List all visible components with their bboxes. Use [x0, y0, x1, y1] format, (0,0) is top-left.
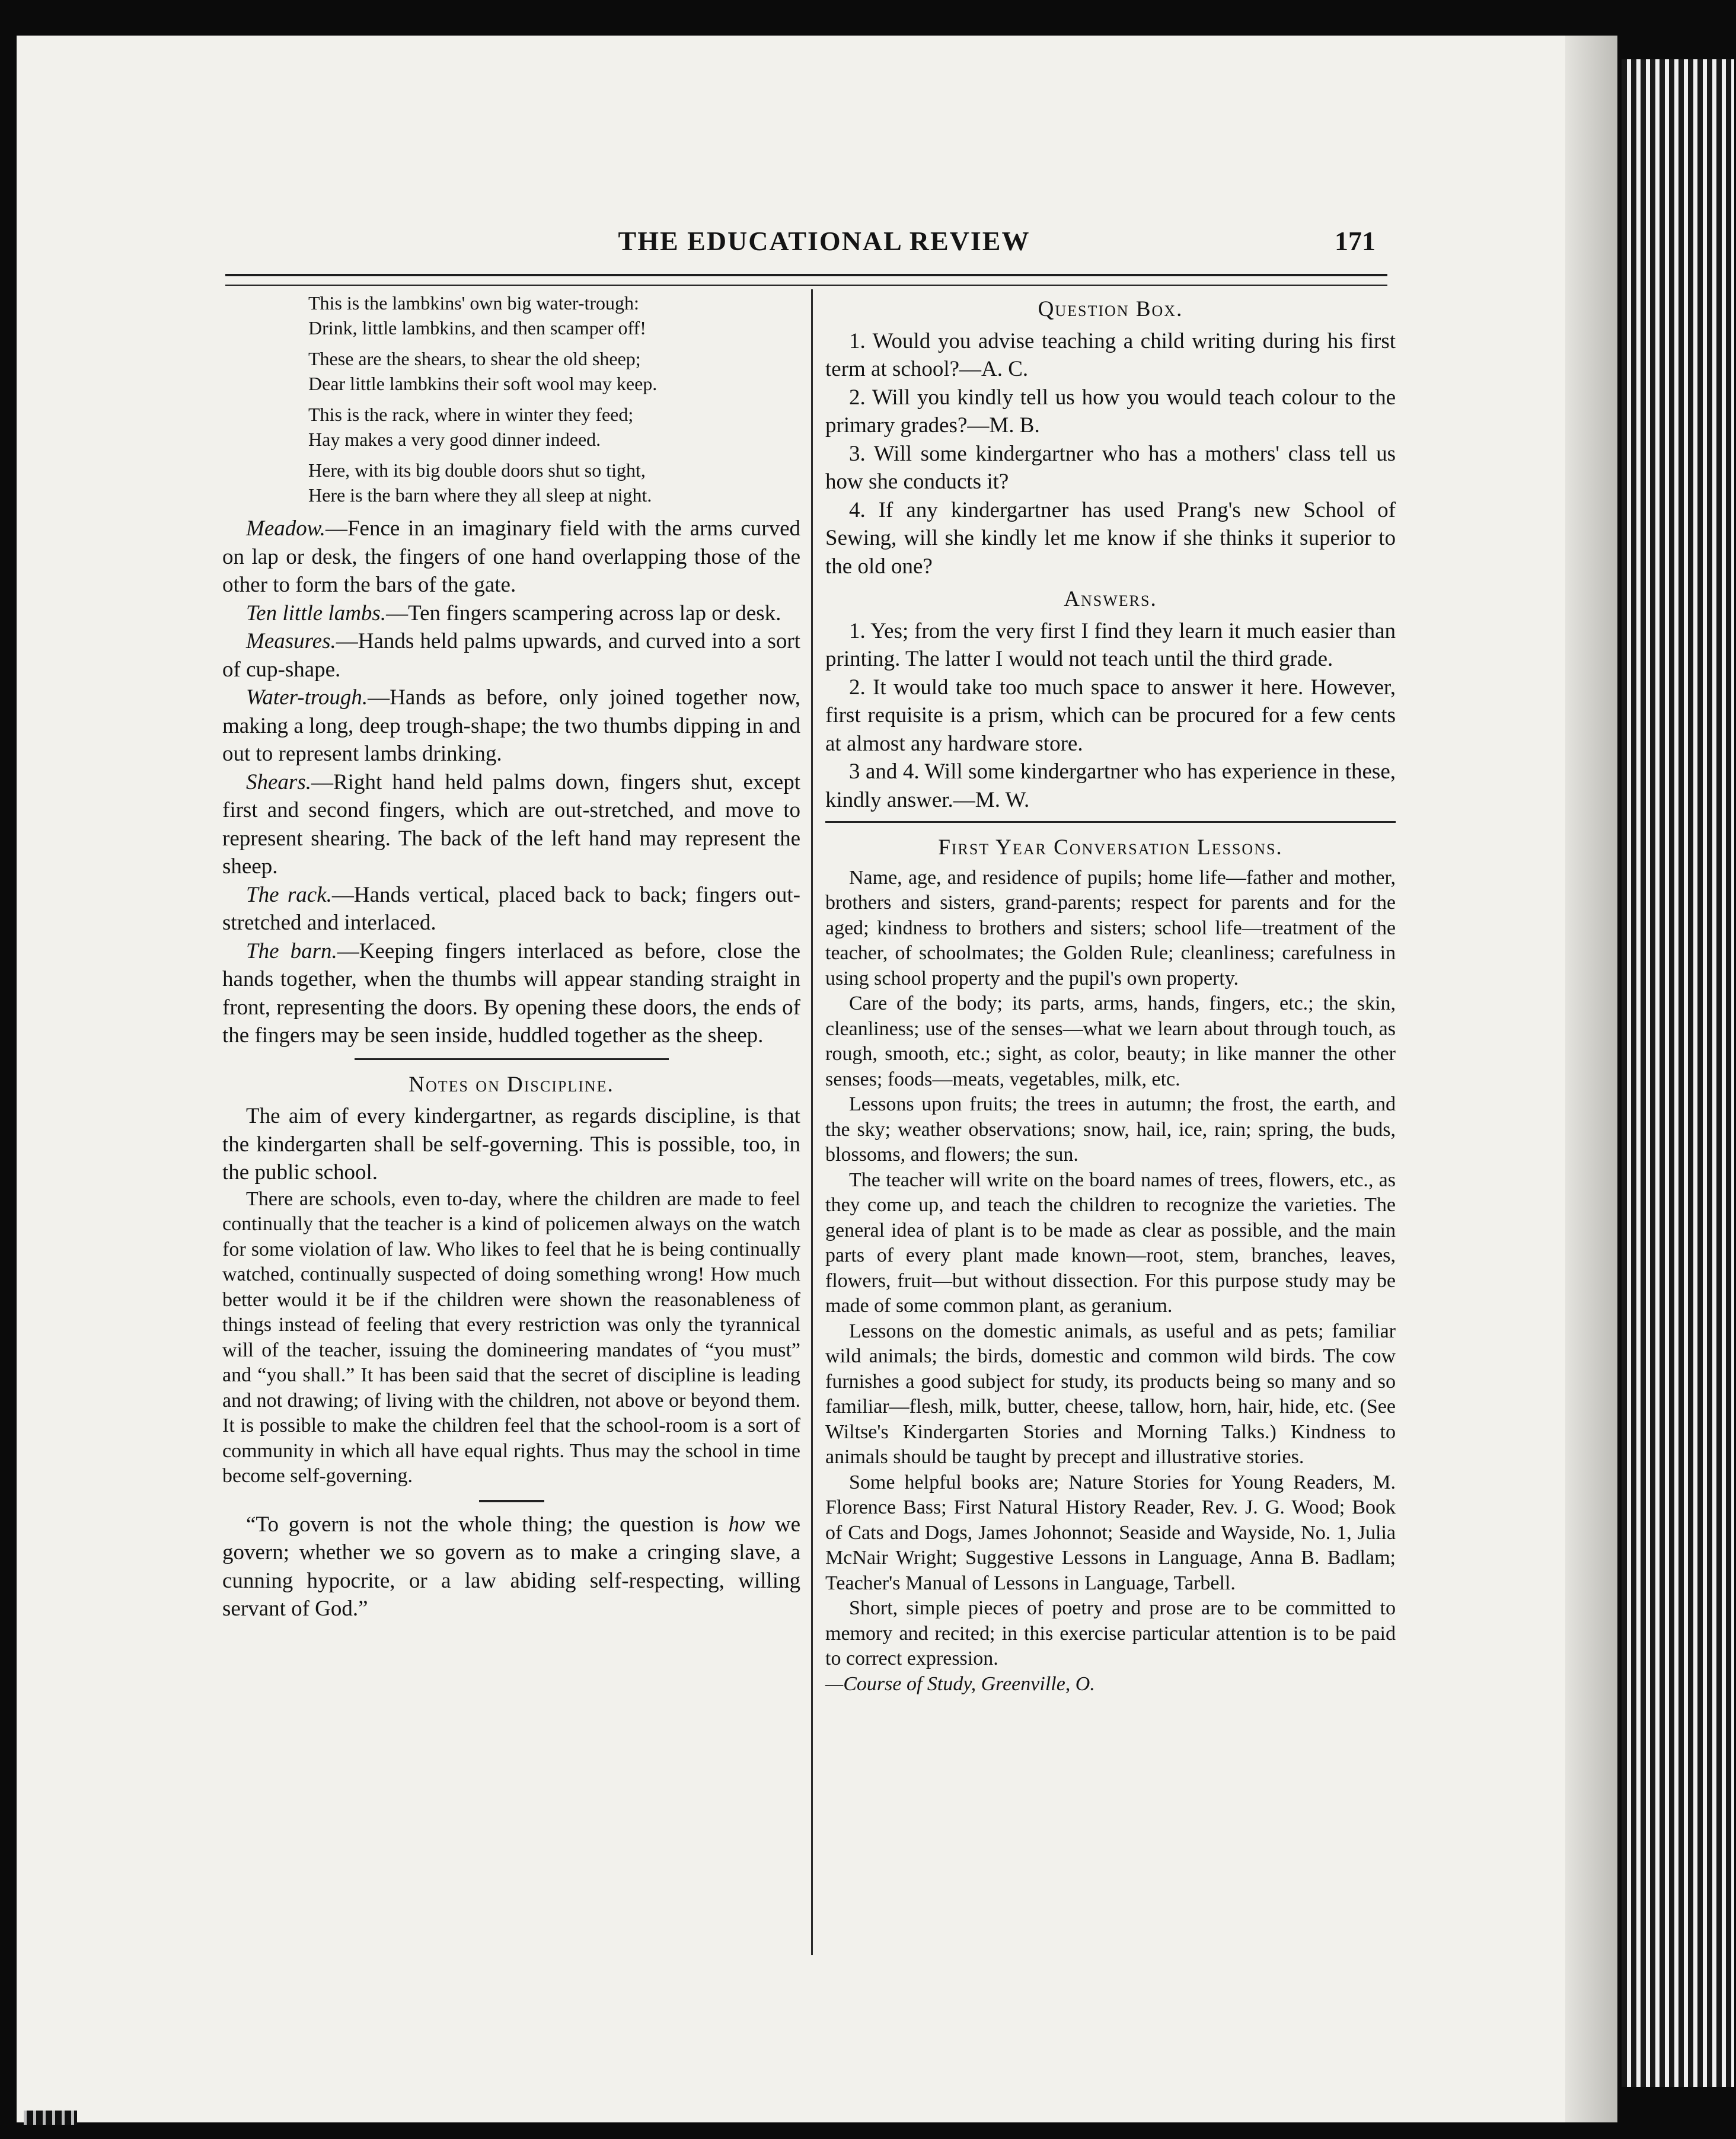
instruction-paragraph: [222, 515, 800, 599]
right-column: [825, 290, 1396, 1697]
section-title-answers: Answers.: [1064, 587, 1157, 611]
quote-paragraph: [222, 1511, 800, 1623]
verse-line: Here is the barn where they all sleep at night.: [308, 484, 652, 506]
answer-item: 3 and 4. Will some kindergartner who has experience in these, kindly answer.—M. W.: [825, 759, 1396, 812]
instruction-paragraph: [222, 684, 800, 768]
lesson-paragraph: Name, age, and residence of pupils; home life—father and mother, brothers and sisters, grand-parents; respect for parents and for the aged; kindness to brothers and sisters; school life—treatment of the teacher, of schoolmates; the Golden Rule; cleanliness; carefulness in using school property and the pupil's own property.: [825, 866, 1396, 989]
verse-line: This is the lambkins' own big water-trough:: [308, 292, 639, 314]
instruction-text: —Hands vertical, placed back to back; fingers out-stretched and interlaced.: [222, 882, 800, 935]
instruction-paragraph: [222, 599, 800, 628]
instruction-text: —Fence in an imaginary field with the arms curved on lap or desk, the fingers of one hand overlapping those of the other to form the bars of the gate.: [222, 516, 800, 597]
instruction-term: Measures.: [246, 629, 336, 653]
instruction-text: —Hands as before, only joined together now, making a long, deep trough-shape; the two thumbs dipping in and out to represent lambs drinking.: [222, 685, 800, 766]
instruction-term: Ten little lambs.: [246, 601, 387, 625]
running-head: THE EDUCATIONAL REVIEW: [618, 226, 1030, 256]
instruction-term: The barn.: [246, 938, 337, 963]
lesson-paragraph: Short, simple pieces of poetry and prose are to be committed to memory and recited; in this exercise particular attention is to be paid to correct expression.: [825, 1597, 1396, 1669]
lesson-paragraph: The teacher will write on the board names of trees, flowers, etc., as they come up, and teach the children to recognize the varieties. The general idea of plant is to be made as clear as possible, and the main parts of every plant made known—root, stem, branches, leaves, flowers, fruit—but without dissection. For this purpose study may be made of some common plant, as geranium.: [825, 1169, 1396, 1317]
book-edge-stripes: [1622, 59, 1734, 2087]
verse-line: Dear little lambkins their soft wool may keep.: [308, 373, 658, 394]
instruction-term: Water-trough.: [246, 685, 368, 710]
instruction-text: —Ten fingers scampering across lap or desk.: [386, 601, 781, 625]
verse-line: These are the shears, to shear the old sheep;: [308, 348, 641, 369]
left-column: [222, 290, 800, 1623]
question-item: 1. Would you advise teaching a child writing during his first term at school?—A. C.: [825, 328, 1396, 381]
instruction-term: Shears.: [246, 770, 311, 794]
verse-line: Hay makes a very good dinner indeed.: [308, 429, 601, 450]
answer-item: 2. It would take too much space to answer it here. However, first requisite is a prism, which can be procured for a few cents at almost any hardware store.: [825, 675, 1396, 756]
question-item: 2. Will you kindly tell us how you would teach colour to the primary grades?—M. B.: [825, 385, 1396, 438]
verse-line: Drink, little lambkins, and then scamper off!: [308, 317, 646, 339]
instruction-paragraph: [222, 881, 800, 937]
instruction-paragraph: [222, 768, 800, 881]
verse-line: Here, with its big double doors shut so tight,: [308, 459, 646, 481]
scan-margin-marks: [24, 2111, 77, 2125]
section-rule: [825, 821, 1396, 823]
header-double-rule: [225, 274, 1387, 286]
verse-stanza: [308, 290, 800, 340]
instruction-text: —Keeping fingers interlaced as before, close the hands together, when the thumbs will appear standing straight in front, representing the doors. By opening these doors, the ends of the fingers may be seen inside, huddled together as the sheep.: [222, 938, 800, 1048]
lesson-paragraph: Lessons on the domestic animals, as useful and as pets; familiar wild animals; the birds, domestic and common wild birds. The cow furnishes a good subject for study, its products being so many and so familiar—flesh, milk, butter, cheese, tallow, horn, hair, hide, etc. (See Wiltse's Kindergarten Stories and Morning Talks.) Kindness to animals should be taught by precept and illustrative stories.: [825, 1320, 1396, 1468]
verse-stanza: [308, 402, 800, 452]
lesson-paragraph: Lessons upon fruits; the trees in autumn; the frost, the earth, and the sky; weather observations; snow, hail, ice, rain; spring, the buds, blossoms, and flowers; the sun.: [825, 1093, 1396, 1166]
question-item: 3. Will some kindergartner who has a mothers' class tell us how she conducts it?: [825, 441, 1396, 494]
instruction-paragraph: [222, 627, 800, 684]
verse-stanza: [308, 346, 800, 396]
section-title-discipline: Notes on Discipline.: [409, 1072, 614, 1097]
instruction-term: Meadow.: [246, 516, 326, 541]
verse-stanza: [308, 458, 800, 507]
column-divider: [811, 289, 813, 1955]
section-rule: [355, 1058, 669, 1060]
section-title-lessons: First Year Conversation Lessons.: [938, 835, 1283, 860]
lesson-paragraph: Care of the body; its parts, arms, hands, fingers, etc.; the skin, cleanliness; use of the senses—what we learn about through touch, as rough, smooth, etc.; sight, as color, beauty; in like manner the other senses; foods—meats, vegetables, milk, etc.: [825, 992, 1396, 1090]
source-citation: —Course of Study, Greenville, O.: [825, 1672, 1095, 1695]
instruction-term: The rack.: [246, 882, 332, 907]
verse: [308, 290, 800, 507]
page-number: 171: [1335, 226, 1376, 256]
quote-text: we govern; whether we so govern as to make a cringing slave, a cunning hypocrite, or a law abiding self-respecting, willing servant of God.”: [222, 1512, 800, 1621]
body-paragraph: There are schools, even to-day, where the children are made to feel continually that the teacher is a kind of policemen always on the watch for some violation of law. Who likes to feel that he is being continually watched, continually suspected of doing something wrong! How much better would it be if the children were shown the reasonableness of things instead of feeling that every restriction was only the tyrannical will of the teacher, issuing the domineering mandates of “you must” and “you shall.” It has been said that the secret of discipline is leading and not drawing; of living with the children, not above or beyond them. It is possible to make the children feel that the school-room is a sort of community in which all have equal rights. Thus may the school in time become self-governing.: [222, 1187, 800, 1487]
page-edge-shadow: [1565, 36, 1617, 2122]
verse-line: This is the rack, where in winter they feed;: [308, 404, 634, 425]
quote-text: “To govern is not the whole thing; the question is: [246, 1512, 729, 1537]
lesson-paragraph: Some helpful books are; Nature Stories for Young Readers, M. Florence Bass; First Natural History Reader, Rev. J. G. Wood; Book of Cats and Dogs, James Johonnot; Seaside and Wayside, No. 1, Julia McNair Wright; Suggestive Lessons in Language, Anna B. Badlam; Teacher's Manual of Lessons in Language, Tarbell.: [825, 1471, 1396, 1594]
instruction-text: —Right hand held palms down, fingers shut, except first and second fingers, which are out-stretched, and move to represent shearing. The back of the left hand may represent the sheep.: [222, 770, 800, 879]
instruction-paragraph: [222, 937, 800, 1050]
section-rule: [479, 1500, 544, 1502]
section-title-question-box: Question Box.: [1038, 297, 1183, 321]
question-item: 4. If any kindergartner has used Prang's new School of Sewing, will she kindly let me know if she thinks it superior to the old one?: [825, 497, 1396, 579]
body-paragraph: The aim of every kindergartner, as regards discipline, is that the kindergarten shall be self-governing. This is possible, too, in the public school.: [222, 1104, 800, 1185]
instruction-text: —Hands held palms upwards, and curved into a sort of cup-shape.: [222, 629, 800, 682]
quote-emphasis: how: [728, 1512, 765, 1537]
answer-item: 1. Yes; from the very first I find they learn it much easier than printing. The latter I would not teach until the third grade.: [825, 618, 1396, 671]
